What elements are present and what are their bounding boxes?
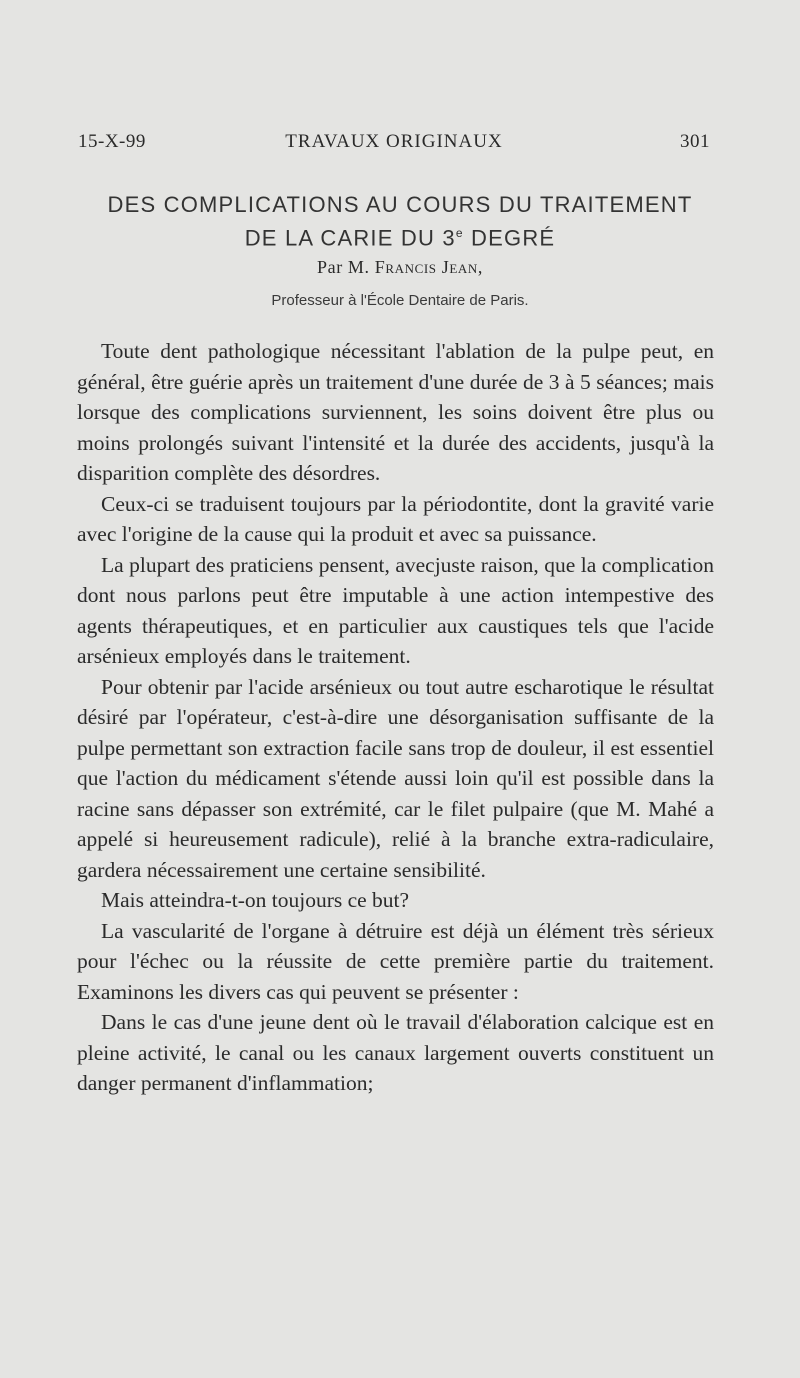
page-number: 301 — [680, 131, 710, 152]
author-line — [0, 257, 800, 278]
article-title — [60, 190, 740, 252]
author-affiliation: Professeur à l'École Dentaire de Paris. — [271, 292, 529, 309]
paragraph: Mais atteindra-t-on toujours ce but? — [101, 888, 410, 912]
paragraph: La vascularité de l'organe à détruire est déjà un élément très sérieux pour l'échec ou la réussite de cette première partie du traitement. Examinons les divers cas qui peuvent se présenter : — [77, 918, 714, 1004]
running-head — [78, 131, 710, 159]
paragraph: Pour obtenir par l'acide arsénieux ou tout autre escharotique le résultat désiré par l'opérateur, c'est-à-dire une désorganisation suffisante de la pulpe permettant son extraction facile sans trop de douleur, il est essentiel que l'action du médicament s'étende aussi loin qu'il est possible dans la racine sans dépasser son extrémité, car le filet pulpaire (que M. Mahé a appelé si heureusement radicule), relié à la branche extra-radiculaire, gardera nécessairement une certaine sensibilité. — [77, 674, 714, 882]
issue-date: 15-X-99 — [78, 131, 146, 152]
paragraph: La plupart des praticiens pensent, avecjuste raison, que la complication dont nous parlons peut être imputable à une action intempestive des agents thérapeutiques, et en particulier aux caustiques tels que l'acide arsénieux employés dans le traitement. — [77, 552, 714, 668]
section-title: TRAVAUX ORIGINAUX — [285, 131, 503, 152]
author-name: Francis Jean, — [374, 257, 483, 277]
author-prefix: Par M. — [317, 257, 375, 277]
article-title-line-1: DES COMPLICATIONS AU COURS DU TRAITEMENT — [107, 192, 693, 217]
paragraph: Toute dent pathologique nécessitant l'ablation de la pulpe peut, en général, être guérie après un traitement d'une durée de 3 à 5 séances; mais lorsque des complications surviennent, les soins doivent être plus ou moins prolongés suivant l'intensité et la durée des accidents, jusqu'à la disparition complète des désordres. — [77, 339, 714, 485]
article-body — [77, 336, 714, 1099]
paragraph: Ceux-ci se traduisent toujours par la périodontite, dont la gravité varie avec l'origine de la cause qui la produit et avec sa puissance. — [77, 491, 714, 546]
paragraph: Dans le cas d'une jeune dent où le travail d'élaboration calcique est en pleine activité, le canal ou les canaux largement ouverts constituent un danger permanent d'inflammation; — [77, 1010, 714, 1095]
article-title-line-2: DE LA CARIE DU 3e DEGRÉ — [244, 225, 556, 251]
